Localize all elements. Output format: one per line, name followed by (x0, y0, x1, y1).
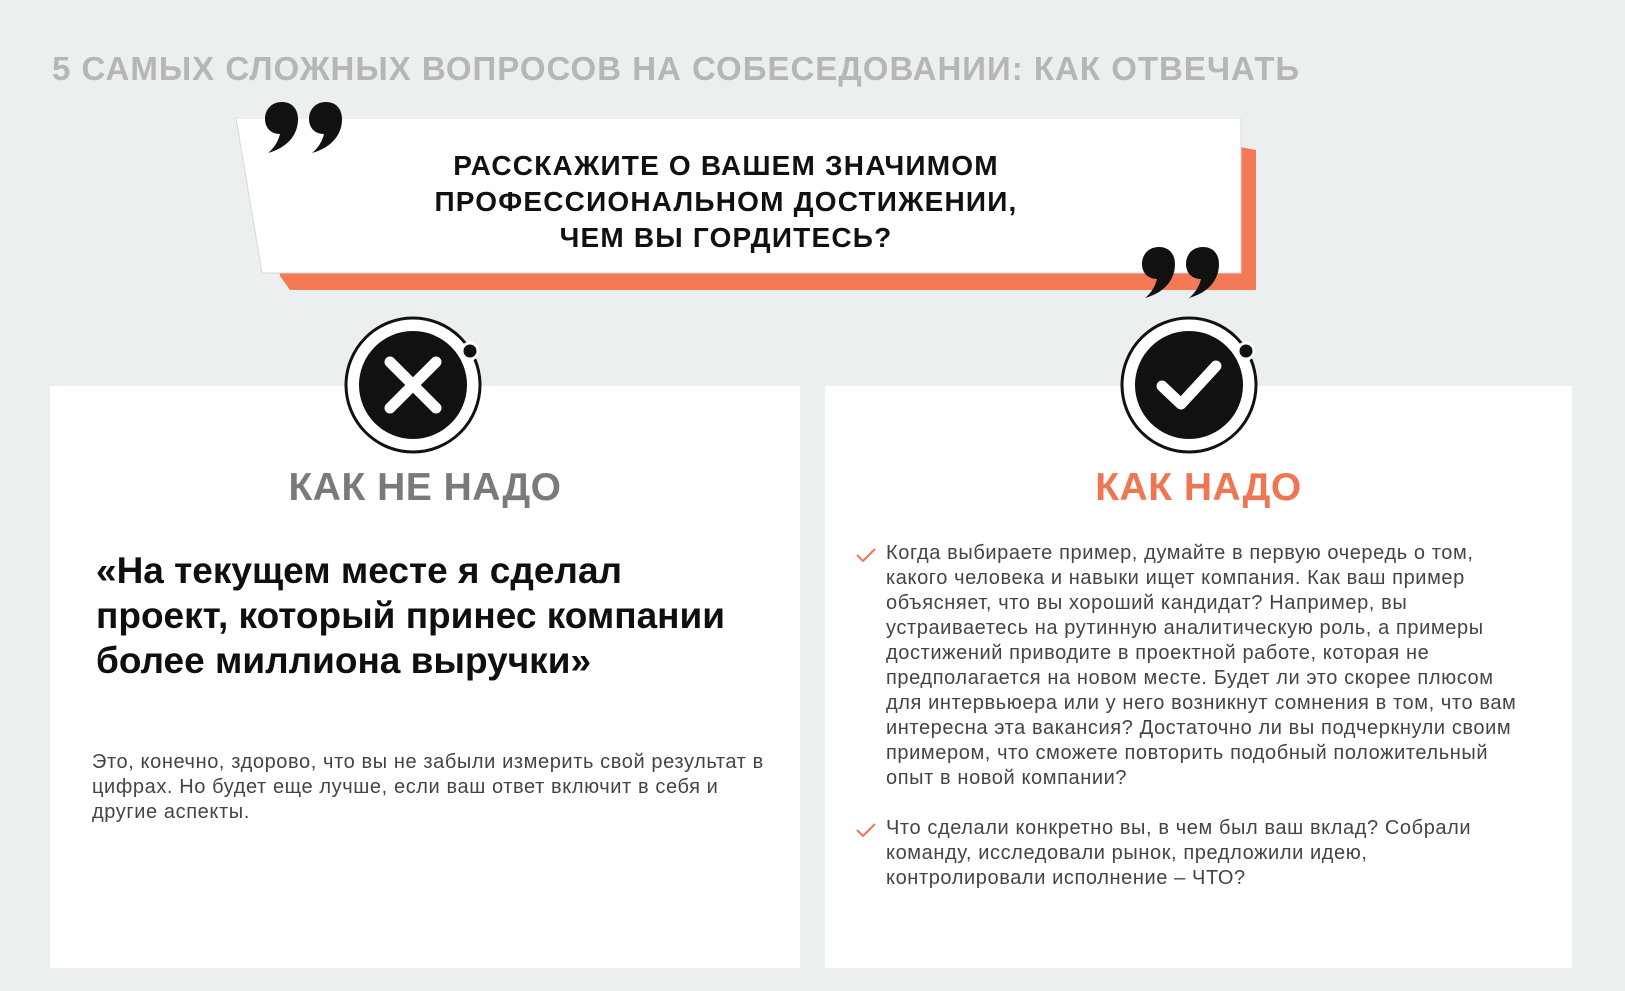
cross-icon (342, 314, 484, 456)
check-bullet-icon (855, 822, 877, 838)
question-line-3: ЧЕМ ВЫ ГОРДИТЕСЬ? (559, 222, 893, 253)
right-answer-card (825, 386, 1572, 968)
question-line-1: РАССКАЖИТЕ О ВАШЕМ ЗНАЧИМОМ (453, 150, 999, 181)
list-item (825, 541, 1572, 791)
wrong-comment: Это, конечно, здорово, что вы не забыли измерить свой результат в цифрах. Но будет еще лучше, если ваш ответ включит в себя и другие аспекты. (92, 751, 764, 823)
page-title: 5 САМЫХ СЛОЖНЫХ ВОПРОСОВ НА СОБЕСЕДОВАНИИ: КАК ОТВЕЧАТЬ (52, 50, 1301, 87)
list-item (825, 816, 1572, 891)
wrong-example-quote: «На текущем месте я сделал проект, который принес компании более миллиона выручки» (96, 550, 725, 681)
wrong-answer-card (50, 386, 800, 968)
advice-text: Что сделали конкретно вы, в чем был ваш вклад? Собрали команду, исследовали рынок, предложили идею, контролировали исполнение – ЧТО? (886, 817, 1472, 889)
quote-open-icon (264, 100, 344, 156)
checkmark-icon (1118, 314, 1260, 456)
question-text (296, 148, 1156, 256)
quote-close-icon (1141, 245, 1221, 301)
check-bullet-icon (855, 547, 877, 563)
question-banner (236, 118, 1261, 294)
advice-list (825, 541, 1572, 916)
wrong-heading: КАК НЕ НАДО (288, 466, 562, 509)
right-heading: КАК НАДО (1095, 466, 1302, 509)
question-line-2: ПРОФЕССИОНАЛЬНОМ ДОСТИЖЕНИИ, (434, 186, 1018, 217)
advice-text: Когда выбираете пример, думайте в первую очередь о том, какого человека и навыки ищет компания. Как ваш пример объясняет, что вы хороший кандидат? Например, вы устраиваетесь на рутинную аналитическую роль, а примеры достижений приводите в проектной работе, которая не предполагается на новом месте. Будет ли это скорее плюсом для интервьюера или у него возникнут сомнения в том, что вам интересна эта вакансия? Достаточно ли вы подчеркнули своим примером, что сможете повторить подобный положительный опыт в новой компании? (886, 542, 1517, 789)
